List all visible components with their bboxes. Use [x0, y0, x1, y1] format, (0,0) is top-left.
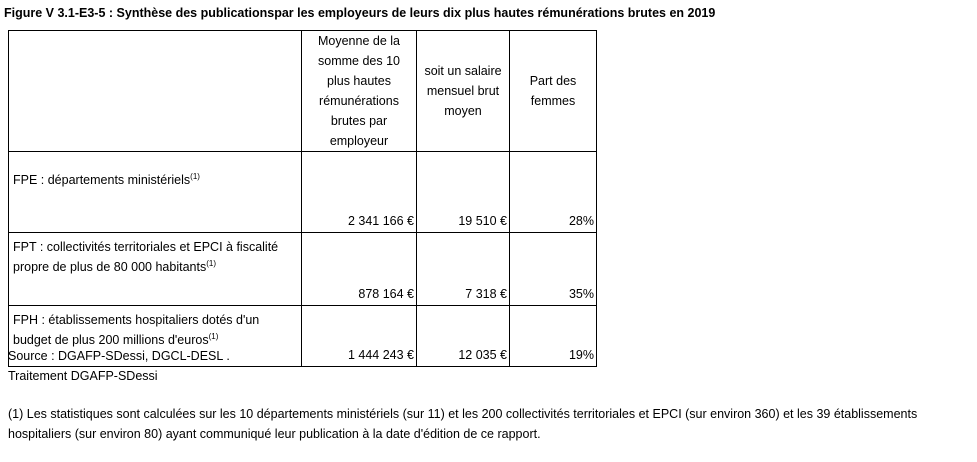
- header-mensuel: soit un salaire mensuel brut moyen: [417, 31, 510, 152]
- cell-mensuel: 7 318 €: [417, 233, 510, 306]
- cell-mensuel: 19 510 €: [417, 152, 510, 233]
- table-header-row: [9, 31, 597, 152]
- header-part-femmes: Part des femmes: [510, 31, 597, 152]
- row-label-text: FPT : collectivités territoriales et EPCI à fiscalité propre de plus de 80 000 habitants: [13, 240, 279, 274]
- row-label: [9, 152, 302, 233]
- cell-moyenne: 1 444 243 €: [302, 306, 417, 367]
- footnote-marker: (1): [190, 171, 200, 181]
- header-moyenne: Moyenne de la somme des 10 plus hautes rémunérations brutes par employeur: [302, 31, 417, 152]
- row-label-text: FPE : départements ministériels: [13, 173, 191, 187]
- row-label-text: FPH : établissements hospitaliers dotés d'un budget de plus 200 millions d'euros: [13, 313, 260, 347]
- treatment-line: Traitement DGAFP-SDessi: [8, 369, 158, 383]
- cell-part: 28%: [510, 152, 597, 233]
- table-row: [9, 233, 597, 306]
- footnote-marker: (1): [206, 258, 216, 268]
- cell-part: 35%: [510, 233, 597, 306]
- footnote: (1) Les statistiques sont calculées sur les 10 départements ministériels (sur 11) et les 200 collectivités territoriales et EPCI (sur environ 360) et les 39 établissements hospitaliers (sur environ 80) ayant communiqué leur publication à la date d'édition de ce rapport.: [8, 407, 918, 441]
- source-block: [8, 346, 230, 386]
- header-empty: [9, 31, 302, 152]
- source-line: Source : DGAFP-SDessi, DGCL-DESL .: [8, 349, 230, 363]
- table-row: [9, 152, 597, 233]
- figure-title: Figure V 3.1-E3-5 : Synthèse des publicationspar les employeurs de leurs dix plus hautes rémunérations brutes en 2019: [4, 6, 716, 20]
- footnote-marker: (1): [208, 331, 219, 341]
- row-label: [9, 233, 302, 306]
- cell-part: 19%: [510, 306, 597, 367]
- data-table: [8, 30, 597, 367]
- cell-mensuel: 12 035 €: [417, 306, 510, 367]
- cell-moyenne: 2 341 166 €: [302, 152, 417, 233]
- cell-moyenne: 878 164 €: [302, 233, 417, 306]
